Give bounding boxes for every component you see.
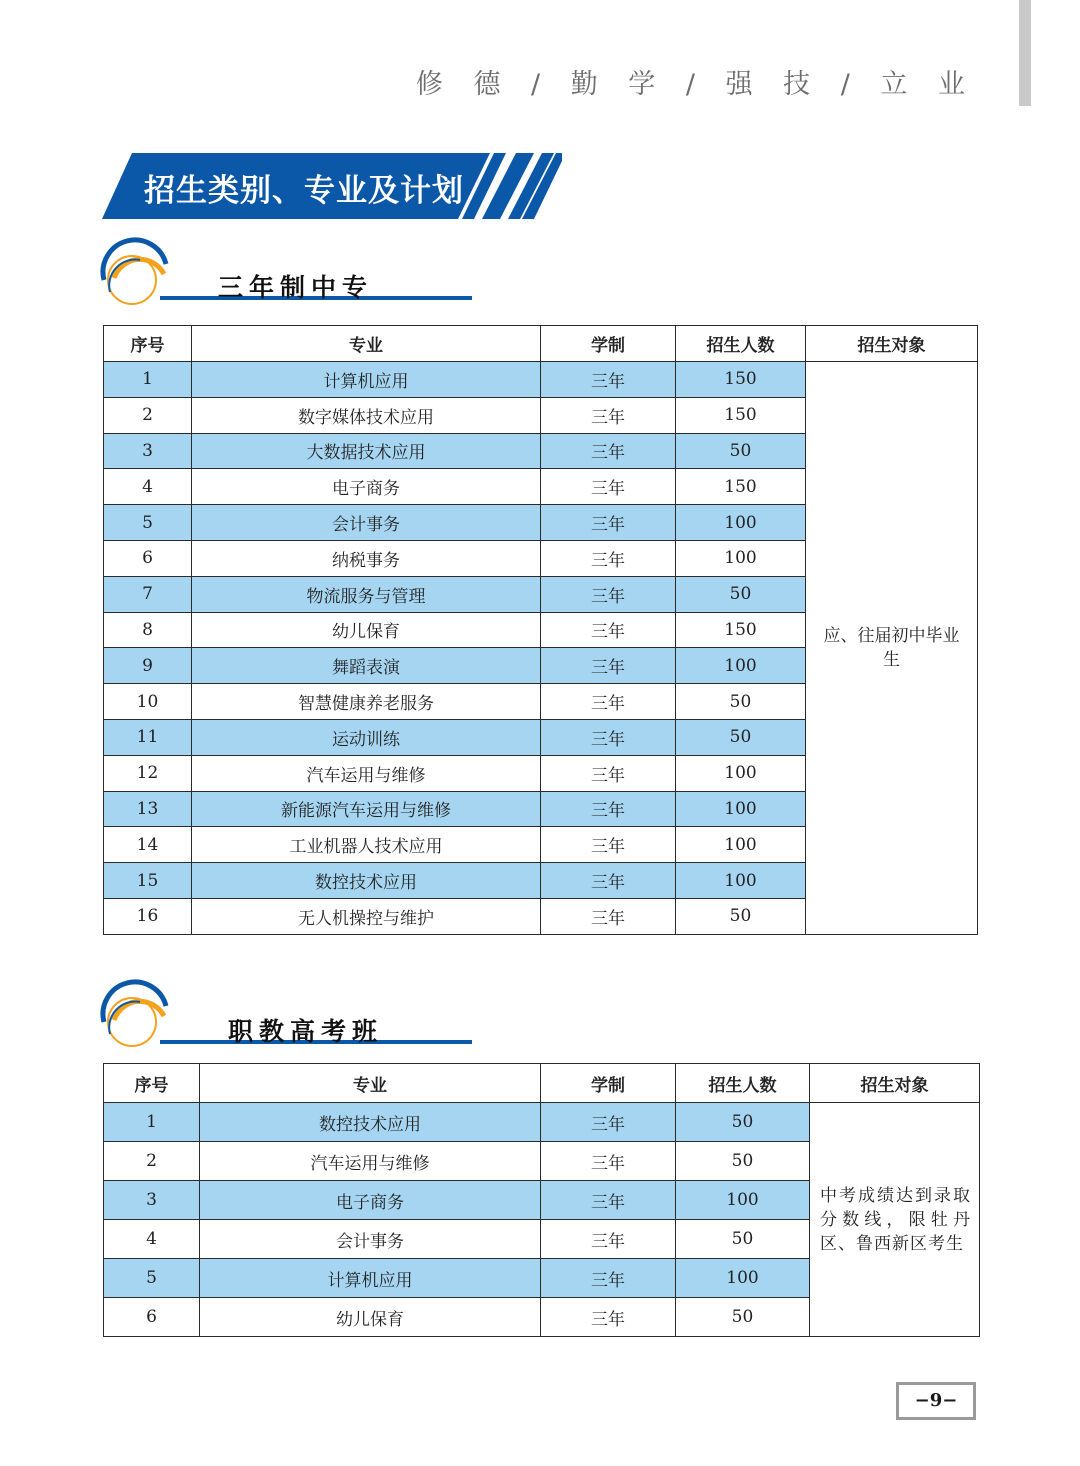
cell-duration: 三年 — [541, 1142, 676, 1181]
cell-major: 运动训练 — [192, 719, 541, 755]
cell-count: 50 — [676, 433, 806, 469]
cell-duration: 三年 — [541, 719, 676, 755]
school-motto: 修 德 / 勤 学 / 强 技 / 立 业 — [415, 69, 976, 100]
cell-duration: 三年 — [541, 576, 676, 612]
cell-major: 会计事务 — [192, 505, 541, 541]
cell-count: 150 — [676, 469, 806, 505]
section-heading-three-year — [100, 234, 480, 310]
cell-no: 10 — [104, 684, 192, 720]
cell-count: 50 — [676, 1142, 810, 1181]
table-row — [104, 1103, 980, 1142]
cell-count: 100 — [676, 648, 806, 684]
col-header-count: 招生人数 — [676, 1064, 810, 1103]
cell-duration: 三年 — [541, 397, 676, 433]
cell-no: 4 — [104, 1220, 200, 1259]
cell-duration: 三年 — [541, 1259, 676, 1298]
cell-duration: 三年 — [541, 362, 676, 398]
cell-count: 50 — [676, 898, 806, 934]
cell-major: 舞蹈表演 — [192, 648, 541, 684]
cell-major: 数控技术应用 — [200, 1103, 541, 1142]
cell-major: 电子商务 — [200, 1181, 541, 1220]
cell-duration: 三年 — [541, 648, 676, 684]
col-header-target: 招生对象 — [806, 326, 978, 362]
cell-no: 6 — [104, 1298, 200, 1337]
cell-major: 物流服务与管理 — [192, 576, 541, 612]
cell-major: 纳税事务 — [192, 540, 541, 576]
cell-duration: 三年 — [541, 755, 676, 791]
col-header-count: 招生人数 — [676, 326, 806, 362]
cell-duration: 三年 — [541, 540, 676, 576]
page-number: −9− — [896, 1382, 976, 1420]
cell-count: 100 — [676, 863, 806, 899]
three-year-enrollment-table — [103, 325, 978, 935]
cell-no: 14 — [104, 827, 192, 863]
col-header-target: 招生对象 — [810, 1064, 980, 1103]
cell-count: 100 — [676, 755, 806, 791]
col-header-major: 专业 — [200, 1064, 541, 1103]
table-header-row — [104, 326, 978, 362]
cell-no: 5 — [104, 1259, 200, 1298]
cell-count: 150 — [676, 397, 806, 433]
cell-no: 5 — [104, 505, 192, 541]
cell-major: 计算机应用 — [200, 1259, 541, 1298]
table-header-row — [104, 1064, 980, 1103]
cell-count: 50 — [676, 719, 806, 755]
cell-no: 2 — [104, 1142, 200, 1181]
cell-duration: 三年 — [541, 898, 676, 934]
cell-no: 3 — [104, 1181, 200, 1220]
cell-major: 新能源汽车运用与维修 — [192, 791, 541, 827]
cell-no: 12 — [104, 755, 192, 791]
col-header-no: 序号 — [104, 326, 192, 362]
cell-duration: 三年 — [541, 1181, 676, 1220]
cell-count: 100 — [676, 540, 806, 576]
cell-no: 16 — [104, 898, 192, 934]
section-heading-vocational-exam — [100, 976, 480, 1052]
cell-major: 会计事务 — [200, 1220, 541, 1259]
cell-no: 8 — [104, 612, 192, 648]
cell-major: 计算机应用 — [192, 362, 541, 398]
cell-count: 150 — [676, 362, 806, 398]
cell-major: 幼儿保育 — [192, 612, 541, 648]
cell-duration: 三年 — [541, 827, 676, 863]
cell-major: 无人机操控与维护 — [192, 898, 541, 934]
cell-target: 中考成绩达到录取分数线，限牡丹区、鲁西新区考生 — [810, 1103, 980, 1337]
cell-count: 100 — [676, 827, 806, 863]
cell-no: 13 — [104, 791, 192, 827]
cell-target: 应、往届初中毕业生 — [806, 362, 978, 935]
section-banner — [102, 153, 562, 219]
cell-duration: 三年 — [541, 1298, 676, 1337]
cell-major: 幼儿保育 — [200, 1298, 541, 1337]
cell-major: 工业机器人技术应用 — [192, 827, 541, 863]
cell-no: 6 — [104, 540, 192, 576]
col-header-duration: 学制 — [541, 326, 676, 362]
col-header-major: 专业 — [192, 326, 541, 362]
cell-major: 汽车运用与维修 — [192, 755, 541, 791]
cell-major: 电子商务 — [192, 469, 541, 505]
cell-major: 数控技术应用 — [192, 863, 541, 899]
banner-title: 招生类别、专业及计划 — [144, 173, 464, 209]
col-header-no: 序号 — [104, 1064, 200, 1103]
cell-no: 1 — [104, 362, 192, 398]
cell-major: 大数据技术应用 — [192, 433, 541, 469]
cell-count: 100 — [676, 505, 806, 541]
cell-count: 50 — [676, 1220, 810, 1259]
cell-no: 9 — [104, 648, 192, 684]
cell-major: 数字媒体技术应用 — [192, 397, 541, 433]
cell-no: 7 — [104, 576, 192, 612]
cell-no: 4 — [104, 469, 192, 505]
cell-count: 100 — [676, 791, 806, 827]
cell-major: 汽车运用与维修 — [200, 1142, 541, 1181]
page-edge-bar — [1019, 0, 1031, 106]
cell-no: 1 — [104, 1103, 200, 1142]
cell-count: 100 — [676, 1181, 810, 1220]
vocational-exam-enrollment-table — [103, 1063, 980, 1337]
cell-duration: 三年 — [541, 1103, 676, 1142]
cell-duration: 三年 — [541, 505, 676, 541]
cell-no: 3 — [104, 433, 192, 469]
cell-count: 50 — [676, 684, 806, 720]
cell-count: 50 — [676, 1298, 810, 1337]
cell-duration: 三年 — [541, 612, 676, 648]
cell-duration: 三年 — [541, 684, 676, 720]
cell-duration: 三年 — [541, 469, 676, 505]
cell-no: 15 — [104, 863, 192, 899]
cell-no: 2 — [104, 397, 192, 433]
section-title: 职教高考班 — [228, 1017, 384, 1046]
cell-count: 50 — [676, 576, 806, 612]
section-title: 三年制中专 — [218, 273, 374, 302]
col-header-duration: 学制 — [541, 1064, 676, 1103]
cell-count: 150 — [676, 612, 806, 648]
cell-count: 100 — [676, 1259, 810, 1298]
cell-duration: 三年 — [541, 863, 676, 899]
cell-duration: 三年 — [541, 1220, 676, 1259]
cell-duration: 三年 — [541, 433, 676, 469]
cell-major: 智慧健康养老服务 — [192, 684, 541, 720]
table-row — [104, 362, 978, 398]
cell-no: 11 — [104, 719, 192, 755]
cell-count: 50 — [676, 1103, 810, 1142]
cell-duration: 三年 — [541, 791, 676, 827]
